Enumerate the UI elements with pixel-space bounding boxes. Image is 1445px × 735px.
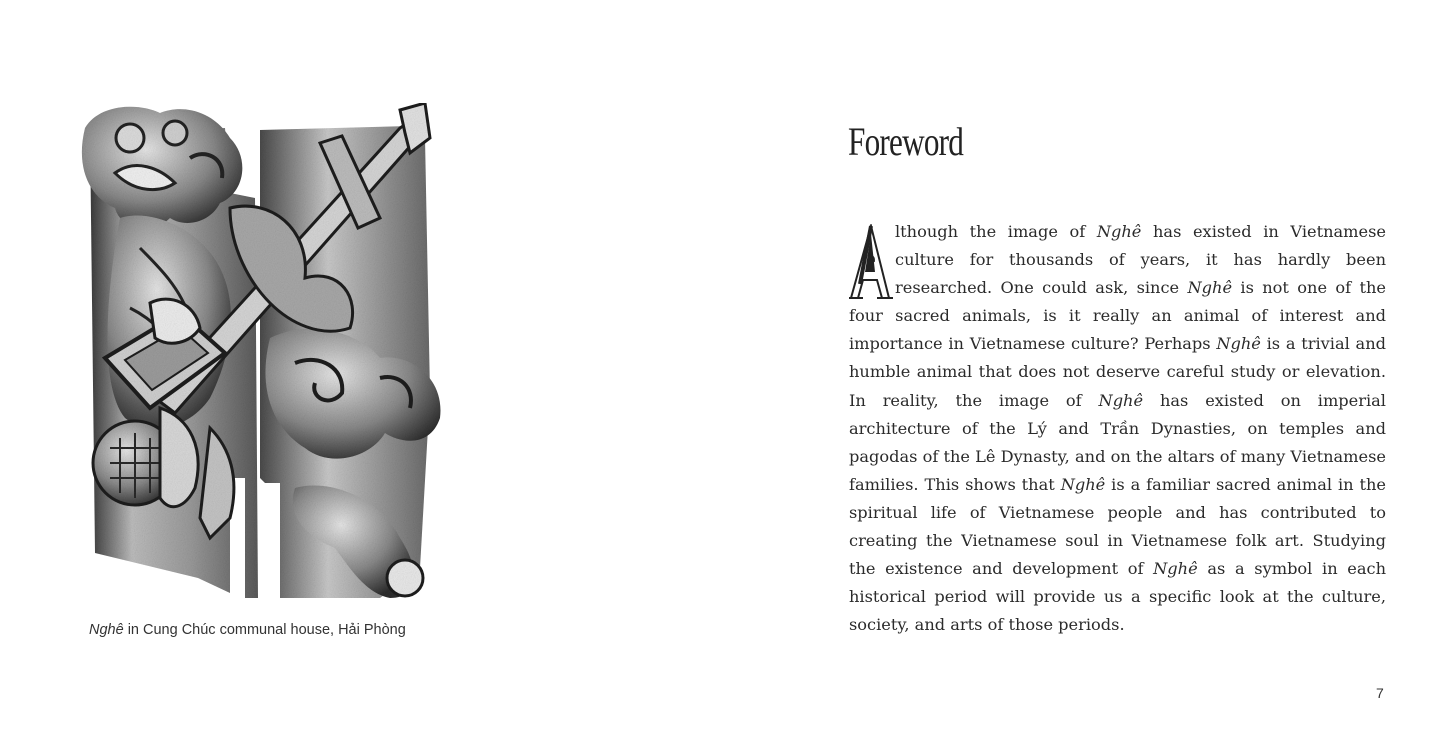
text-run: lthough the image of (895, 222, 1097, 241)
text-run: has existed on imperial architecture of the Lý and Trần Dynasties, on temples and pagodas of the Lê Dynasty, and on the altars of many Vietnamese families. This shows that (849, 390, 1386, 494)
text-run: has existed in Vietnamese culture for thousands of years, it has hardly been researched. One could ask, since (895, 222, 1386, 298)
italic-term: Nghê (1060, 474, 1106, 494)
caption-text: in Cung Chúc communal house, Hải Phòng (123, 622, 406, 638)
text-run: as a symbol in each historical period will provide us a specific look at the culture, society, and arts of those periods. (849, 559, 1386, 635)
nghe-carving-illustration (80, 98, 450, 603)
foreword-paragraph (849, 218, 1386, 639)
drop-cap-glyph (849, 224, 894, 302)
italic-term: Nghê (1096, 222, 1142, 241)
italic-term: Nghê (1098, 390, 1144, 410)
text-run: is a trivial and humble animal that does not deserve careful study or elevation. In reality, the image of (849, 334, 1386, 410)
paragraph-text (849, 222, 1386, 634)
section-title: Foreword (848, 119, 964, 164)
caption-term: Nghê (89, 622, 124, 638)
italic-term: Nghê (1187, 278, 1233, 298)
text-run: is not one of the four sacred animals, is it really an animal of interest and importance in Vietnamese culture? Perhaps (849, 278, 1387, 354)
drop-cap-letter (849, 224, 894, 302)
figure-caption (89, 622, 406, 638)
italic-term: Nghê (1216, 334, 1261, 354)
page-number: 7 (1376, 685, 1384, 701)
text-run: is a familiar sacred animal in the spiritual life of Vietnamese people and has contributed to creating the Vietnamese soul in Vietnamese folk art. Studying the existence and development of (849, 474, 1386, 579)
italic-term: Nghê (1153, 559, 1198, 579)
carving-drawing (80, 98, 450, 603)
